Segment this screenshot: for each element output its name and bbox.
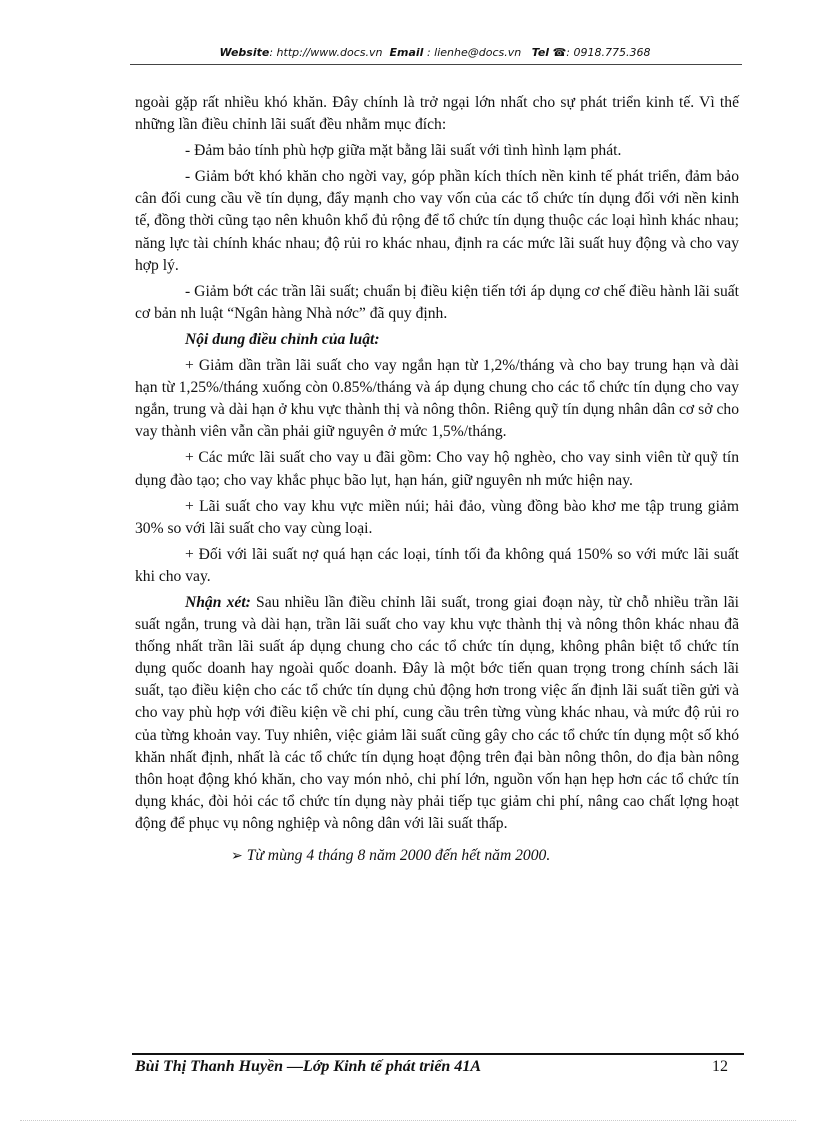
paragraph-6: + Các mức lãi suất cho vay u đãi gồm: Cho vay hộ nghèo, cho vay sinh viên từ quỹ tín dụng đào tạo; cho vay khắc phục bão lụt, hạn hán, giữ nguyên nh mức hiện nay. (135, 449, 739, 489)
paragraph-7: + Lãi suất cho vay khu vực miền núi; hải đảo, vùng đồng bào khơ me tập trung giảm 30% so với lãi suất cho vay cùng loại. (135, 497, 739, 537)
website-value: : http://www.docs.vn (269, 46, 383, 59)
remark-paragraph (135, 592, 739, 835)
document-body (135, 92, 739, 872)
remark-text: Sau nhiều lần điều chỉnh lãi suất, trong giai đoạn này, từ chỗ nhiều trần lãi suất ngắn, trung và dài hạn, trần lãi suất cho vay khu vực thành thị và nông thôn khác nhau đã thống nhất trần lãi suất áp dụng chung cho các tổ chức tín dụng, không phân biệt tổ chức tín dụng quốc doanh hay ngoài quốc doanh. Đây là một bớc tiến quan trọng trong chính sách lãi suất, tạo điều kiện cho các tổ chức tín dụng chủ động hơn trong việc ấn định lãi suất tiền gửi và cho vay phù hợp với điều kiện về chi phí, cung cầu trên từng vùng khác nhau, và mức độ rủi ro của từng khoản vay. Tuy nhiên, việc giảm lãi suất cũng gây cho các tổ chức tín dụng một số khó khăn nhất định, nhất là các tổ chức tín dụng hoạt động trên đại bàn nông thôn, do địa bàn nông thôn hoạt động khó khăn, cho vay món nhỏ, chi phí lớn, nguồn vốn hạn hẹp hơn các tổ chức tín dụng khác, đòi hỏi các tổ chức tín dụng này phải tiếp tục giảm chi phí, nâng cao chất lợng hoạt động để phục vụ nông nghiệp và nông dân với lãi suất thấp. (135, 593, 740, 832)
email-value: : lienhe@docs.vn (423, 46, 522, 59)
page-header (130, 46, 740, 59)
paragraph-3: - Giảm bớt khó khăn cho ngời vay, góp phần kích thích nền kinh tế phát triển, đảm bảo cân đối cung cầu về tín dụng, đẩy mạnh cho vay vốn của các tổ chức tín dụng đối với nền kinh tế, đồng thời cũng tạo nên khuôn khổ đủ rộng để tổ chức tín dụng thuộc các loại hình khác nhau; năng lực tài chính khác nhau; độ rủi ro khác nhau, định ra các mức lãi suất huy động và cho vay hợp lý. (135, 168, 739, 274)
tel-value: : 0918.775.368 (566, 46, 651, 59)
page-number: 12 (712, 1058, 728, 1075)
website-label: Website (219, 46, 270, 59)
arrow-bullet-icon: ➢ (231, 849, 243, 864)
section-heading: Nội dung điều chỉnh của luật: (185, 330, 380, 348)
footer-author: Bùi Thị Thanh Huyền —Lớp Kinh tế phát triển 41A (135, 1058, 481, 1075)
header-divider (130, 64, 742, 65)
remark-label: Nhận xét: (185, 593, 251, 611)
section-title-text: Từ mùng 4 tháng 8 năm 2000 đến hết năm 2000. (246, 847, 551, 864)
page-edge (20, 1120, 796, 1121)
footer-divider (132, 1053, 744, 1055)
paragraph-2: - Đảm bảo tính phù hợp giữa mặt bằng lãi suất với tình hình lạm phát. (185, 142, 622, 160)
tel-label: Tel (531, 46, 550, 59)
paragraph-5: + Giảm dần trần lãi suất cho vay ngắn hạn từ 1,2%/tháng và cho bay trung hạn và dài hạn từ 1,25%/tháng xuống còn 0.85%/tháng và áp dụng chung cho các tổ chức tín dụng cho vay ngắn, trung và dài hạn ở khu vực thành thị và nông thôn. Riêng quỹ tín dụng nhân dân cơ sở cho vay thành viên vẫn cần phải giữ nguyên ở mức 1,5%/tháng. (135, 357, 739, 441)
section-title (135, 845, 739, 868)
email-label: Email (389, 46, 424, 59)
phone-icon: ☎ (552, 46, 567, 59)
paragraph-1: ngoài gặp rất nhiều khó khăn. Đây chính là trở ngại lớn nhất cho sự phát triển kinh tế. Vì thế những lần điều chỉnh lãi suất đều nhằm mục đích: (135, 94, 739, 134)
paragraph-4: - Giảm bớt các trần lãi suất; chuẩn bị điều kiện tiến tới áp dụng cơ chế điều hành lãi suất cơ bản nh luật “Ngân hàng Nhà nớc” đã quy định. (135, 282, 739, 322)
paragraph-8: + Đối với lãi suất nợ quá hạn các loại, tính tối đa không quá 150% so với mức lãi suất khi cho vay. (135, 545, 739, 585)
